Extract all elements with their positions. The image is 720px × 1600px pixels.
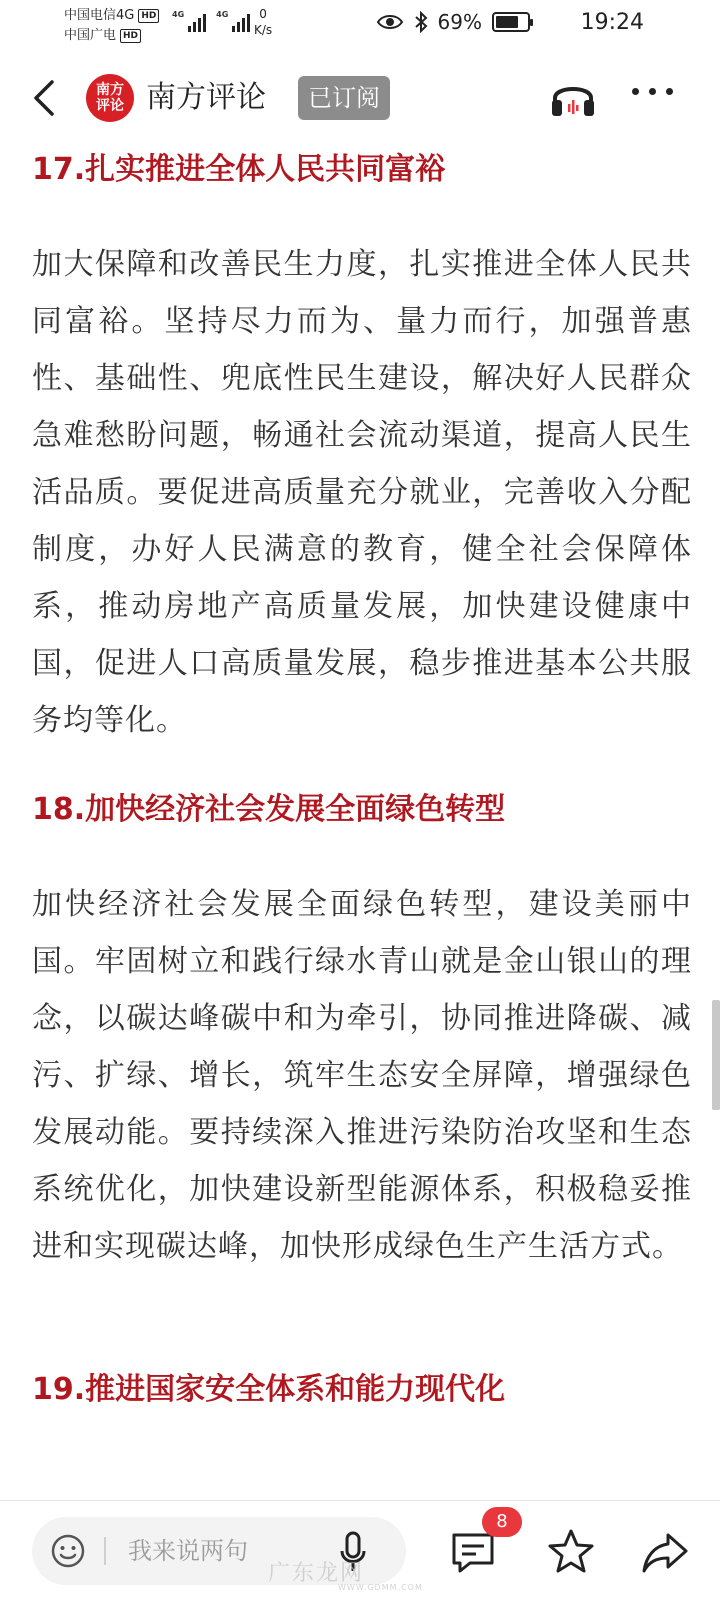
channel-name[interactable]: 南方评论 [146,80,266,115]
logo-text-1: 南方 [96,82,124,98]
more-dots-icon[interactable] [632,88,673,95]
bluetooth-icon [414,11,428,33]
signal-strength-icon-1 [172,10,206,32]
battery-percent: 69% [437,10,482,34]
signal-strength-icon-2 [216,10,250,32]
hd-badge-1: HD [138,9,159,23]
carrier-info [64,6,159,46]
comment-placeholder: 我来说两句 [128,1537,248,1565]
logo-text-2: 评论 [96,98,124,114]
comment-count-badge: 8 [482,1507,522,1537]
hd-badge-2: HD [120,29,141,43]
chevron-left-icon[interactable] [28,78,62,118]
watermark [268,1556,423,1592]
battery-icon [492,12,530,32]
network-type-1: 4G [172,10,185,19]
section-heading-18: 18.加快经济社会发展全面绿色转型 [32,792,506,827]
status-bar [0,0,720,48]
network-speed [254,6,272,38]
watermark-text: 广东龙网 [268,1561,365,1586]
carrier-2: 中国广电 [64,28,117,43]
section-paragraph-18: 加快经济社会发展全面绿色转型，建设美丽中国。牢固树立和践行绿水青山就是金山银山的理念，以碳达峰碳中和为牵引，协同推进降碳、减污、扩绿、增长，筑牢生态安全屏障，增强绿色发展动能。要持续深入推进污染防治攻坚和生态系统优化，加快建设新型能源体系，积极稳妥推进和实现碳达峰，加快形成绿色生产生活方式。 [32,887,692,1264]
star-icon[interactable] [546,1527,596,1577]
subscribed-button[interactable]: 已订阅 [298,76,390,120]
share-icon[interactable] [640,1527,690,1577]
carrier-1: 中国电信4G [64,8,135,23]
network-speed-value: 0 [259,7,267,21]
status-right [376,10,530,34]
eye-icon [376,12,404,32]
app-header [0,48,720,148]
watermark-url: WWW.GDMM.COM [338,1583,423,1592]
emoji-icon[interactable] [50,1533,86,1569]
scrollbar-thumb[interactable] [712,1000,720,1110]
network-type-2: 4G [216,10,229,19]
clock: 19:24 [580,10,644,35]
section-heading-17: 17.扎实推进全体人民共同富裕 [32,152,446,187]
network-speed-unit: K/s [254,23,273,37]
signal-icons [172,10,250,32]
channel-logo[interactable] [86,74,134,122]
section-paragraph-17: 加大保障和改善民生力度，扎实推进全体人民共同富裕。坚持尽力而为、量力而行，加强普惠性、基础性、兜底性民生建设，解决好人民群众急难愁盼问题，畅通社会流动渠道，提高人民生活品质。要促进高质量充分就业，完善收入分配制度，办好人民满意的教育，健全社会保障体系，推动房地产高质量发展，加快建设健康中国，促进人口高质量发展，稳步推进基本公共服务均等化。 [32,247,692,738]
input-divider [104,1537,106,1565]
headphone-icon[interactable] [548,72,598,122]
section-heading-19: 19.推进国家安全体系和能力现代化 [32,1372,506,1407]
